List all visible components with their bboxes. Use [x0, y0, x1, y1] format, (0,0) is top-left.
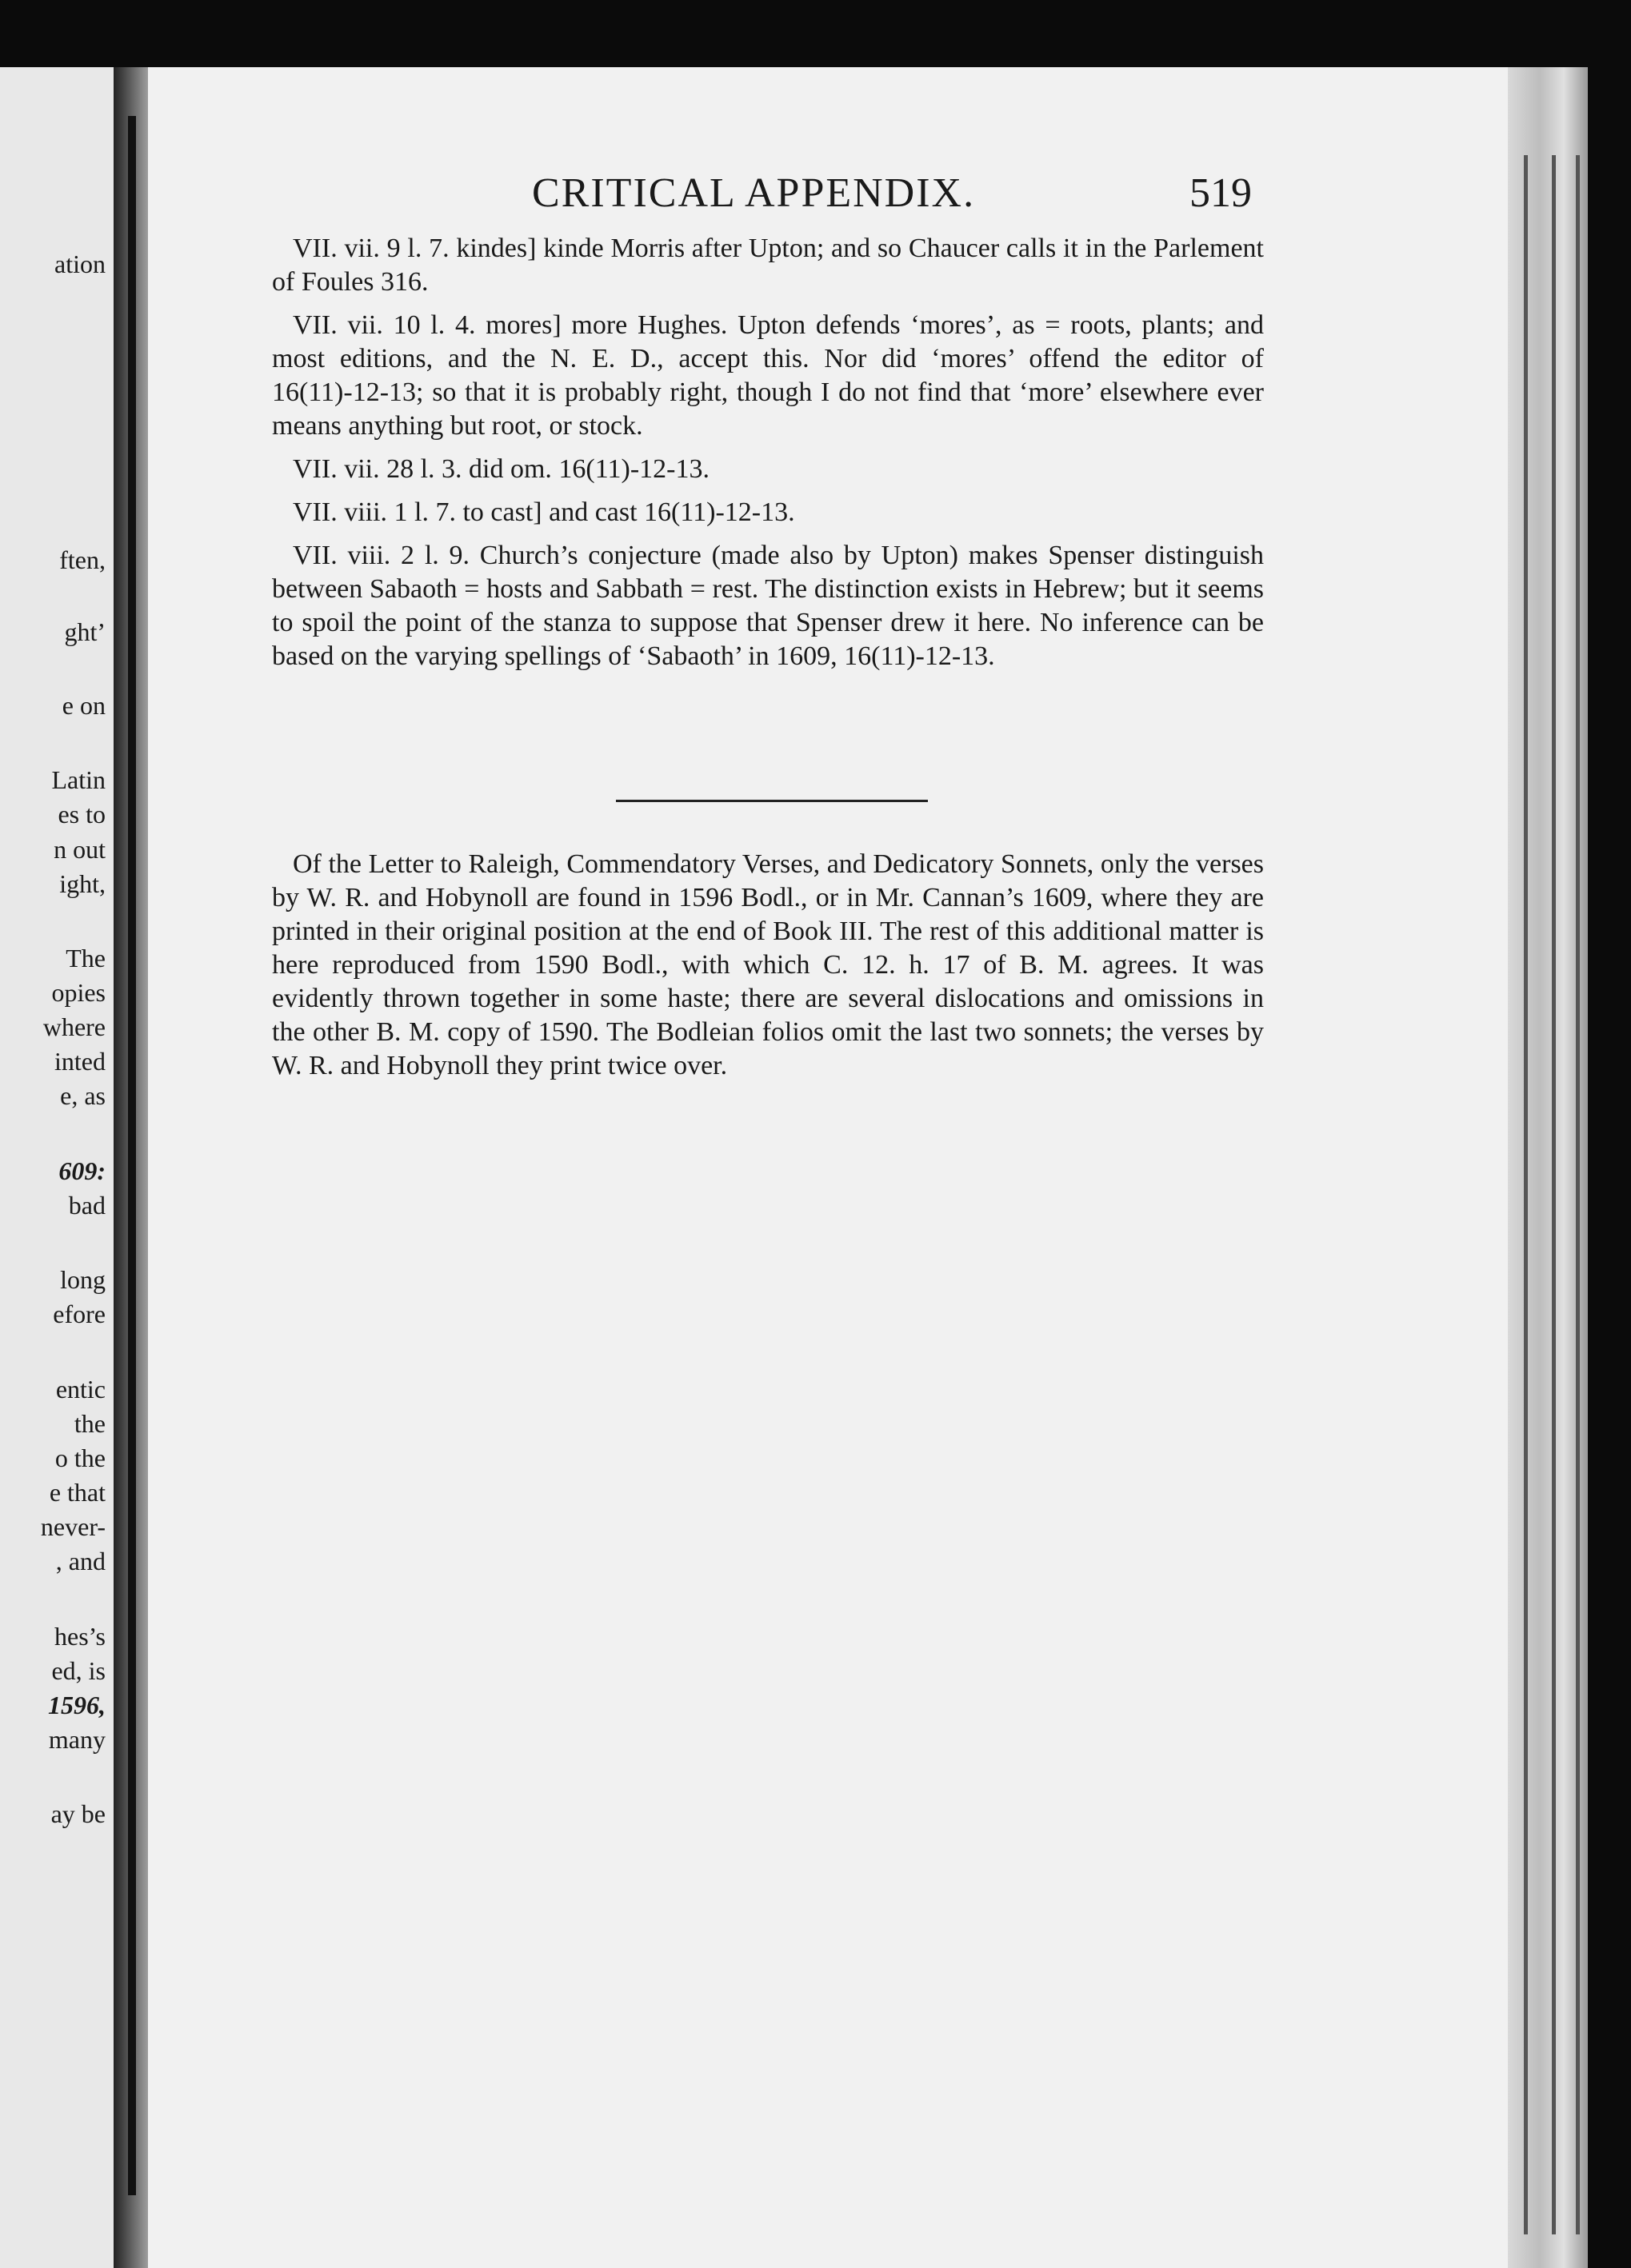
note: VII. vii. 10 l. 4. mores] more Hughes. Upton defends ‘mores’, as = roots, plants; and most editions, and the N. E. D., accept this. Nor did ‘mores’ offend the editor of 16(11)-12-13; so that it is probably right, though I do not find that ‘more’ elsewhere ever means anything but root, or stock.: [272, 310, 1264, 441]
gutter-shadow: [128, 116, 136, 2195]
left-fragment: never-: [40, 1512, 106, 1541]
left-fragment: e, as: [60, 1081, 106, 1110]
left-fragment: es to: [58, 800, 106, 829]
left-fragment: 1596,: [48, 1691, 106, 1719]
left-fragment: ght’: [64, 617, 106, 646]
left-fragment: Latin: [51, 765, 106, 794]
page-edge: [1508, 67, 1588, 2268]
section-rule: [616, 800, 928, 802]
left-fragment: bad: [68, 1191, 106, 1220]
left-fragment: many: [48, 1725, 106, 1754]
left-fragment: long: [60, 1265, 106, 1294]
left-fragment: entic: [55, 1375, 106, 1404]
left-fragment: inted: [54, 1047, 106, 1076]
left-fragment: e that: [49, 1478, 106, 1507]
left-fragment: ay be: [50, 1799, 106, 1828]
facing-page-fragment: [0, 67, 114, 2268]
left-fragment: the: [74, 1409, 106, 1438]
left-fragment: ed, is: [51, 1656, 106, 1685]
running-head: CRITICAL APPENDIX.: [532, 170, 976, 216]
left-fragment: hes’s: [54, 1622, 106, 1651]
closing-paragraph: Of the Letter to Raleigh, Commendatory Verses, and Dedicatory Sonnets, only the verses by W. R. and Hobynoll are found in 1596 Bodl., or in Mr. Cannan’s 1609, where they are printed in their original position at the end of Book III. The rest of this additional matter is here reproduced from 1590 Bodl., with which C. 12. h. 17 of B. M. agrees. It was evidently thrown together in some haste; there are several dislocations and omissions in the other B. M. copy of 1590. The Bodleian folios omit the last two sonnets; the verses by W. R. and Hobynoll they print twice over.: [272, 849, 1264, 1080]
left-fragment: 609:: [58, 1156, 106, 1185]
note: VII. vii. 28 l. 3. did om. 16(11)-12-13.: [293, 454, 710, 484]
left-fragment: opies: [51, 978, 106, 1007]
left-fragment: ight,: [59, 869, 106, 898]
note: VII. vii. 9 l. 7. kindes] kinde Morris after Upton; and so Chaucer calls it in the Parlement of Foules 316.: [272, 234, 1264, 297]
left-fragment: ation: [54, 250, 106, 278]
left-fragment: , and: [55, 1547, 106, 1575]
left-fragment: e on: [62, 691, 106, 720]
note: VII. viii. 2 l. 9. Church’s conjecture (made also by Upton) makes Spenser distinguish between Sabaoth = hosts and Sabbath = rest. The distinction exists in Hebrew; but it seems to spoil the point of the stanza to suppose that Spenser drew it here. No inference can be based on the varying spellings of ‘Sabaoth’ in 1609, 16(11)-12-13.: [272, 541, 1264, 671]
note: VII. viii. 1 l. 7. to cast] and cast 16(11)-12-13.: [293, 497, 795, 527]
page-header: [148, 170, 1508, 218]
left-fragment: n out: [54, 835, 106, 864]
notes-block: [272, 232, 1264, 683]
left-fragment: where: [42, 1012, 106, 1041]
left-fragment: o the: [54, 1443, 106, 1472]
left-fragment: ften,: [59, 545, 106, 574]
left-fragment: The: [66, 944, 106, 972]
left-fragment: efore: [53, 1300, 106, 1328]
page-number: 519: [1189, 170, 1252, 216]
closing-block: [272, 848, 1264, 1092]
